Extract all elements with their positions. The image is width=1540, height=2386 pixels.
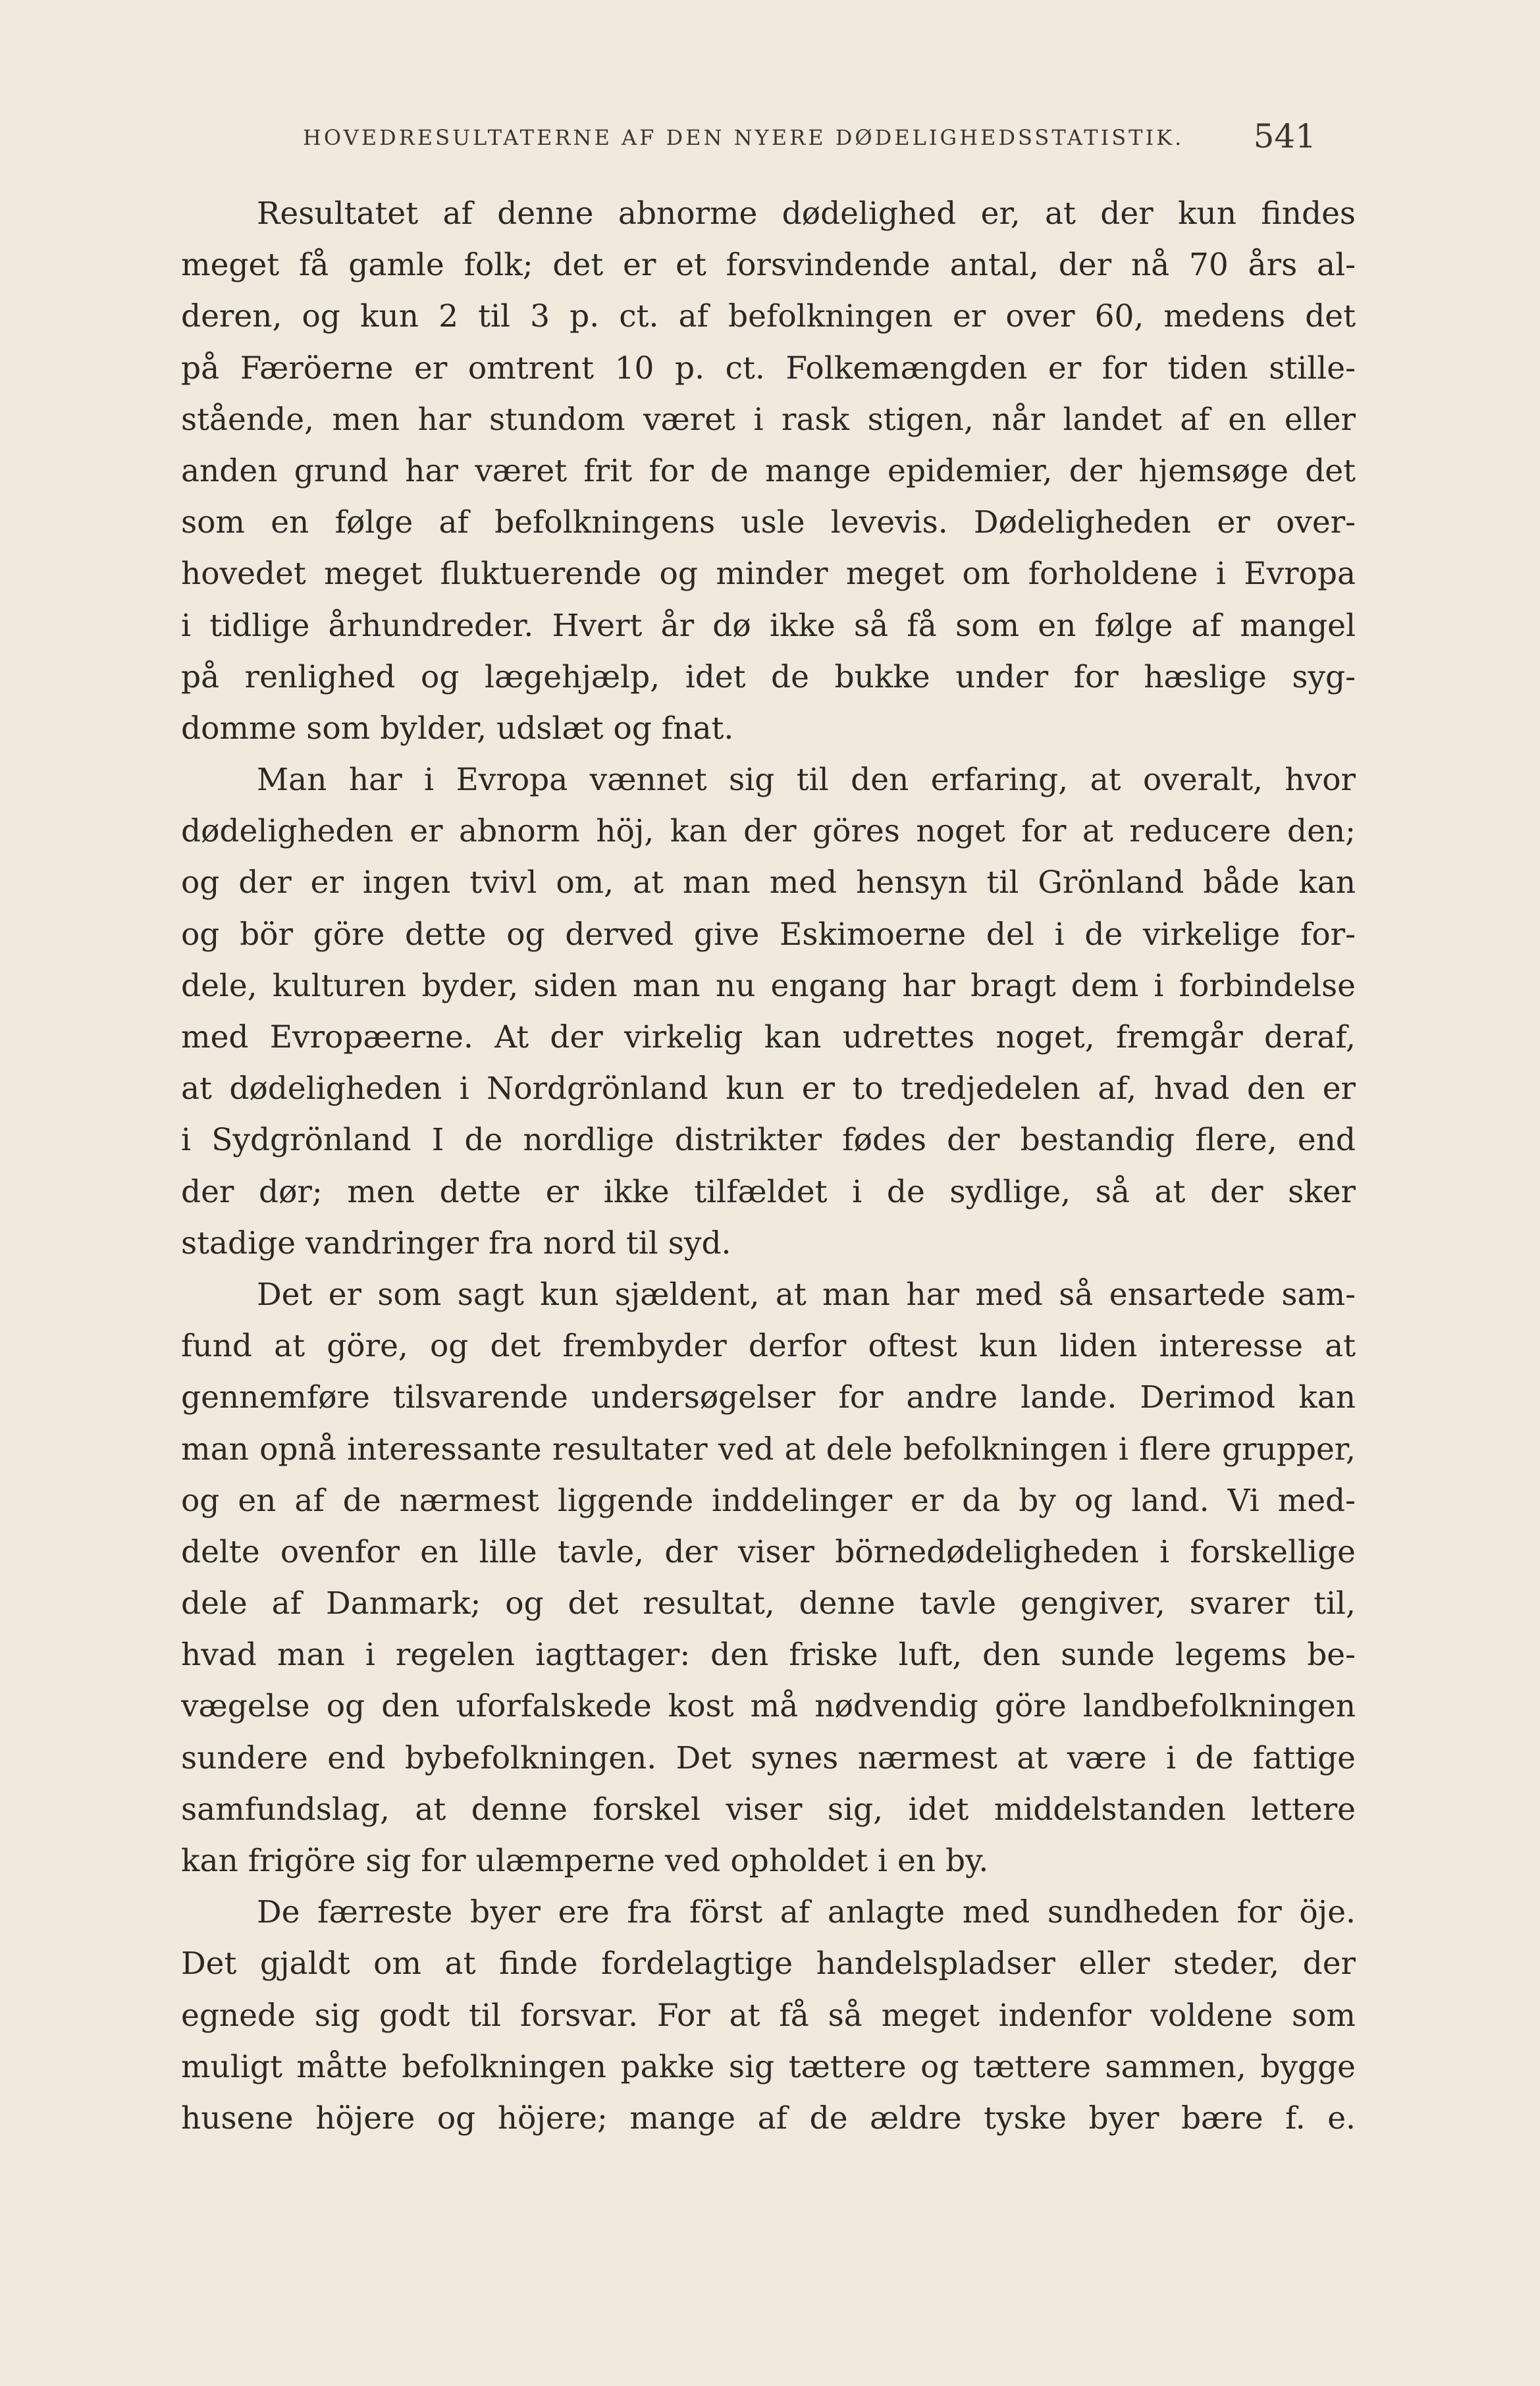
text-line: Man har i Evropa vænnet sig til den erfaring, at overalt, hvor <box>257 762 1356 799</box>
text-line: egnede sig godt til forsvar. For at få så meget indenfor voldene som <box>181 1997 1356 2034</box>
text-line: gennemføre tilsvarende undersøgelser for andre lande. Derimod kan <box>181 1379 1356 1416</box>
text-line: De færreste byer ere fra först af anlagte med sundheden for öje. <box>257 1894 1356 1931</box>
text-line: at dødeligheden i Nordgrönland kun er to tredjedelen af, hvad den er <box>181 1071 1356 1107</box>
text-line: Resultatet af denne abnorme dødelighed er, at der kun findes <box>257 196 1356 232</box>
text-line: i tidlige århundreder. Hvert år dø ikke så få som en følge af mangel <box>181 607 1356 644</box>
text-line: fund at göre, og det frembyder derfor oftest kun liden interesse at <box>181 1328 1356 1365</box>
text-line: delte ovenfor en lille tavle, der viser börnedødeligheden i forskellige <box>181 1533 1356 1570</box>
text-line: dele, kulturen byder, siden man nu engang har bragt dem i forbindelse <box>181 967 1356 1004</box>
text-line: kan frigöre sig for ulæmperne ved opholdet i en by. <box>181 1843 989 1879</box>
text-line: meget få gamle folk; det er et forsvindende antal, der nå 70 års al- <box>181 247 1356 284</box>
text-line: muligt måtte befolkningen pakke sig tættere og tættere sammen, bygge <box>181 2048 1356 2085</box>
text-line: deren, og kun 2 til 3 p. ct. af befolkningen er over 60, medens det <box>181 298 1356 335</box>
text-line: sundere end bybefolkningen. Det synes nærmest at være i de fattige <box>181 1739 1356 1776</box>
running-head: HOVEDRESULTATERNE AF DEN NYERE DØDELIGHEDSSTATISTIK. <box>303 125 1184 150</box>
text-line: anden grund har været frit for de mange epidemier, der hjemsøge det <box>181 452 1356 489</box>
text-line: i Sydgrönland I de nordlige distrikter fødes der bestandig flere, end <box>181 1122 1356 1159</box>
text-line: domme som bylder, udslæt og fnat. <box>181 710 734 747</box>
text-line: på Færöerne er omtrent 10 p. ct. Folkemængden er for tiden stille- <box>181 350 1356 386</box>
text-line: der dør; men dette er ikke tilfældet i de sydlige, så at der sker <box>181 1173 1356 1210</box>
text-line: dødeligheden er abnorm höj, kan der göres noget for at reducere den; <box>181 813 1356 850</box>
text-line: hovedet meget fluktuerende og minder meget om forholdene i Evropa <box>181 556 1356 593</box>
text-line: samfundslag, at denne forskel viser sig, idet middelstanden lettere <box>181 1791 1356 1828</box>
page-header <box>181 117 1316 163</box>
text-line: og der er ingen tvivl om, at man med hensyn til Grönland både kan <box>181 864 1356 901</box>
text-line: husene höjere og höjere; mange af de ældre tyske byer bære f. e. <box>181 2100 1356 2136</box>
text-line: Det gjaldt om at finde fordelagtige handelspladser eller steder, der <box>181 1946 1356 1982</box>
text-line: stadige vandringer fra nord til syd. <box>181 1225 731 1261</box>
text-line: vægelse og den uforfalskede kost må nødvendig göre landbefolkningen <box>181 1688 1356 1725</box>
text-line: man opnå interessante resultater ved at dele befolkningen i flere grupper, <box>181 1431 1356 1468</box>
page-number: 541 <box>1253 117 1316 155</box>
text-line: hvad man i regelen iagttager: den friske luft, den sunde legems be- <box>181 1637 1356 1674</box>
body-text <box>181 188 1356 2144</box>
text-line: og en af de nærmest liggende inddelinger er da by og land. Vi med- <box>181 1482 1356 1519</box>
text-line: og bör göre dette og derved give Eskimoerne del i de virkelige for- <box>181 916 1356 953</box>
text-line: på renlighed og lægehjælp, idet de bukke under for hæslige syg- <box>181 658 1356 695</box>
text-line: Det er som sagt kun sjældent, at man har med så ensartede sam- <box>257 1276 1356 1313</box>
text-line: med Evropæerne. At der virkelig kan udrettes noget, fremgår deraf, <box>181 1019 1356 1055</box>
text-line: stående, men har stundom været i rask stigen, når landet af en eller <box>181 401 1356 438</box>
text-line: som en følge af befolkningens usle levevis. Dødeligheden er over- <box>181 504 1356 541</box>
text-line: dele af Danmark; og det resultat, denne tavle gengiver, svarer til, <box>181 1585 1356 1622</box>
